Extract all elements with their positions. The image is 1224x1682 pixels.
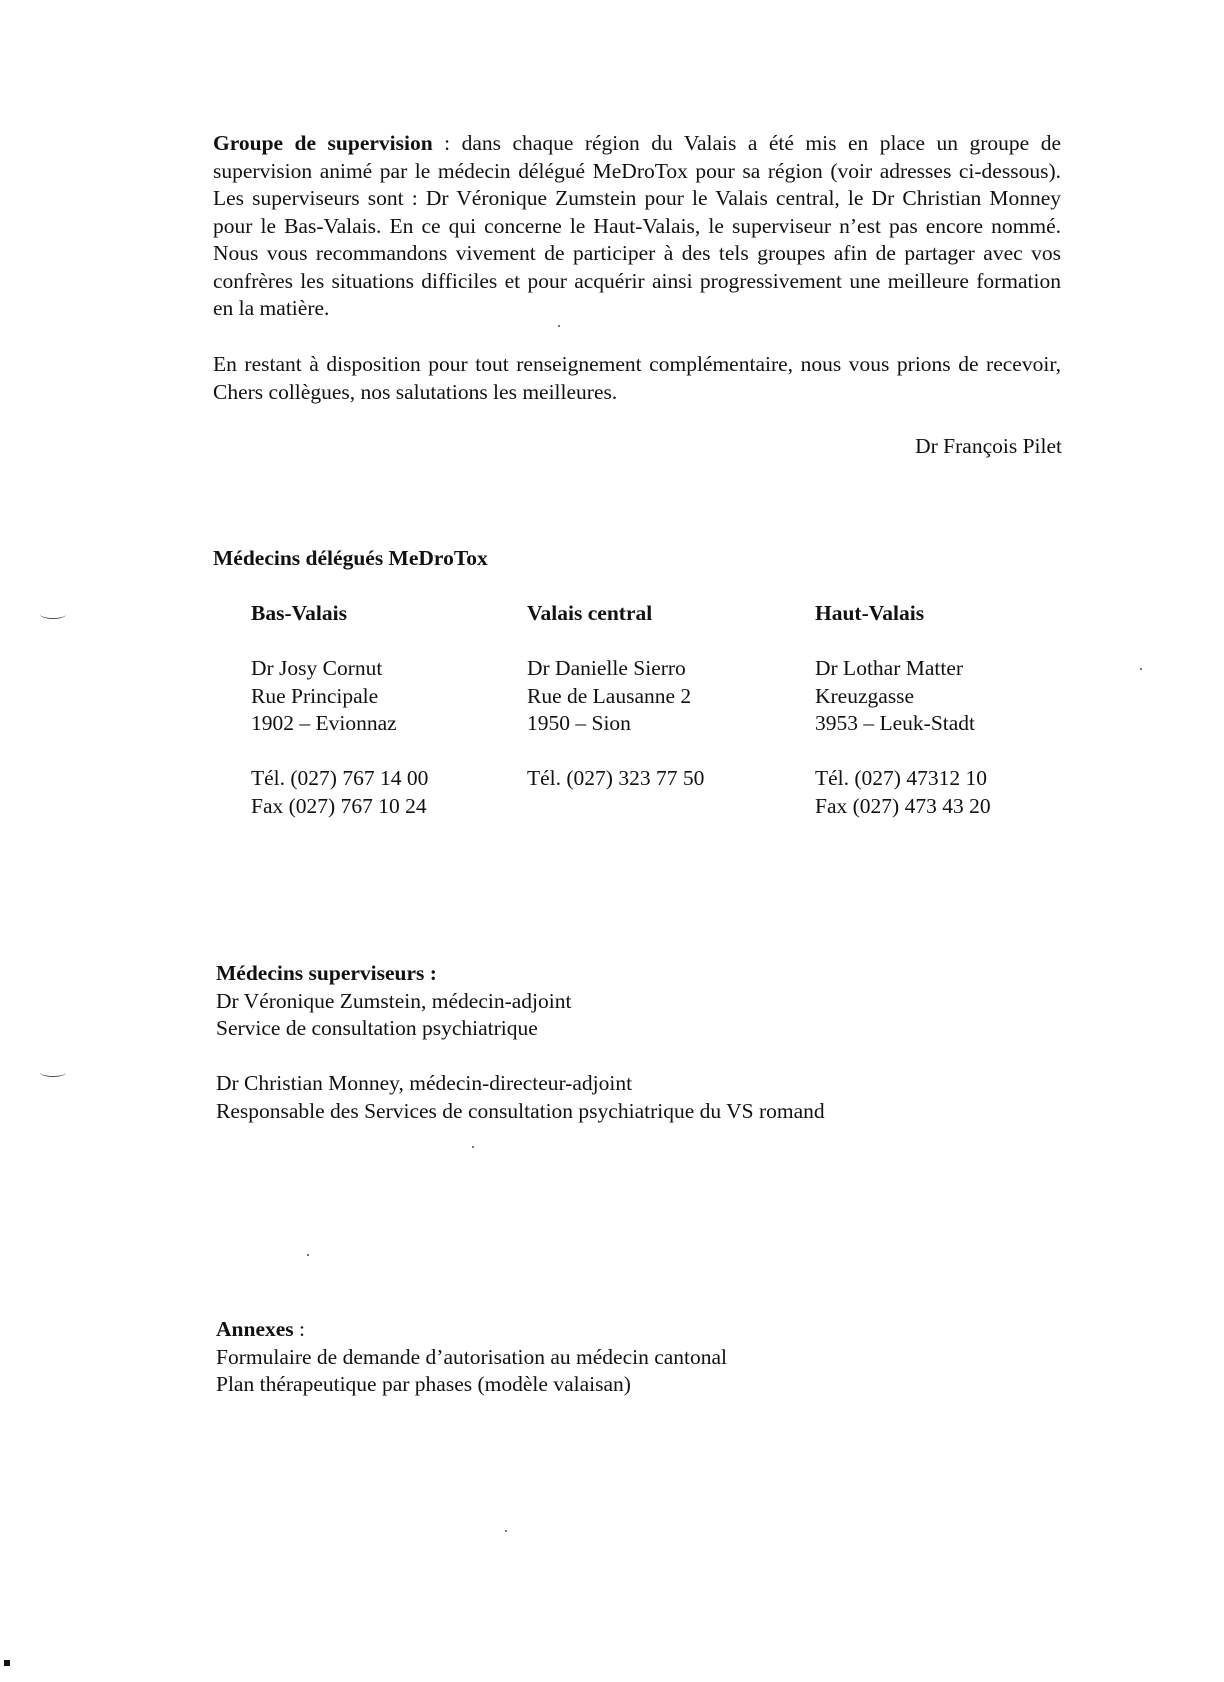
annexes-heading-line	[216, 1316, 727, 1344]
scan-speck	[472, 1146, 474, 1148]
delegate-tel: Tél. (027) 47312 10	[815, 766, 987, 790]
delegate-fax: Fax (027) 473 43 20	[815, 793, 991, 818]
annexes-heading: Annexes	[216, 1317, 294, 1341]
signature: Dr François Pilet	[915, 434, 1062, 458]
region-title: Bas-Valais	[251, 601, 347, 625]
supervisors-heading: Médecins superviseurs :	[216, 961, 437, 985]
delegate-column-valais-central	[527, 600, 704, 793]
delegate-column-haut-valais	[815, 600, 991, 820]
delegate-city: 3953 – Leuk-Stadt	[815, 711, 976, 735]
annexes-heading-suffix: :	[293, 1317, 306, 1341]
delegate-name: Dr Josy Cornut	[251, 656, 383, 680]
scan-corner-dot	[4, 1660, 10, 1666]
scan-speck	[505, 1530, 507, 1532]
scan-speck	[1140, 668, 1142, 670]
closing-paragraph: En restant à disposition pour tout renseignement complémentaire, nous vous prions de recevoir, Chers collègues, nos salutations les meilleures.	[213, 352, 1061, 404]
delegate-tel: Tél. (027) 323 77 50	[527, 766, 705, 790]
annexes-block	[216, 1316, 727, 1399]
supervisor-2-service: Responsable des Services de consultation psychiatrique du VS romand	[216, 1098, 825, 1123]
punch-hole-mark	[40, 610, 66, 619]
supervisor-2-name: Dr Christian Monney, médecin-directeur-adjoint	[216, 1071, 633, 1095]
region-title: Haut-Valais	[815, 601, 925, 625]
delegate-street: Rue de Lausanne 2	[527, 683, 692, 708]
supervision-text: : dans chaque région du Valais a été mis en place un groupe de supervision animé par le médecin délégué MeDroTox pour sa région (voir adresses ci-dessous). Les superviseurs sont : Dr Véronique Zumstein pour le Valais central, le Dr Christian Monney pour le Bas-Valais. En ce qui concerne le Haut-Valais, le superviseur n’est pas encore nommé. Nous vous recommandons vivement de participer à des tels groupes afin de partager avec vos confrères les situations difficiles et pour acquérir ainsi progressivement une meilleure formation en la matière.	[213, 131, 1061, 320]
delegate-city: 1950 – Sion	[527, 711, 631, 735]
supervisor-1-service: Service de consultation psychiatrique	[216, 1016, 538, 1040]
delegate-column-bas-valais	[251, 600, 428, 820]
delegate-fax: Fax (027) 767 10 24	[251, 793, 427, 818]
supervisors-block	[216, 960, 825, 1125]
delegate-city: 1902 – Evionnaz	[251, 711, 397, 735]
supervision-lead: Groupe de supervision	[213, 131, 433, 155]
delegate-name: Dr Danielle Sierro	[527, 656, 686, 680]
supervision-paragraph	[213, 130, 1061, 323]
scan-speck	[558, 325, 560, 327]
supervisor-1-name: Dr Véronique Zumstein, médecin-adjoint	[216, 988, 572, 1013]
delegate-street: Kreuzgasse	[815, 683, 915, 708]
annex-item: Formulaire de demande d’autorisation au médecin cantonal	[216, 1344, 728, 1369]
delegates-heading: Médecins délégués MeDroTox	[213, 546, 488, 570]
delegate-tel: Tél. (027) 767 14 00	[251, 766, 429, 790]
delegate-name: Dr Lothar Matter	[815, 656, 964, 680]
region-title: Valais central	[527, 601, 653, 625]
annex-item: Plan thérapeutique par phases (modèle valaisan)	[216, 1372, 631, 1396]
scan-speck	[307, 1254, 309, 1256]
delegate-street: Rue Principale	[251, 683, 379, 708]
punch-hole-mark	[40, 1068, 66, 1077]
